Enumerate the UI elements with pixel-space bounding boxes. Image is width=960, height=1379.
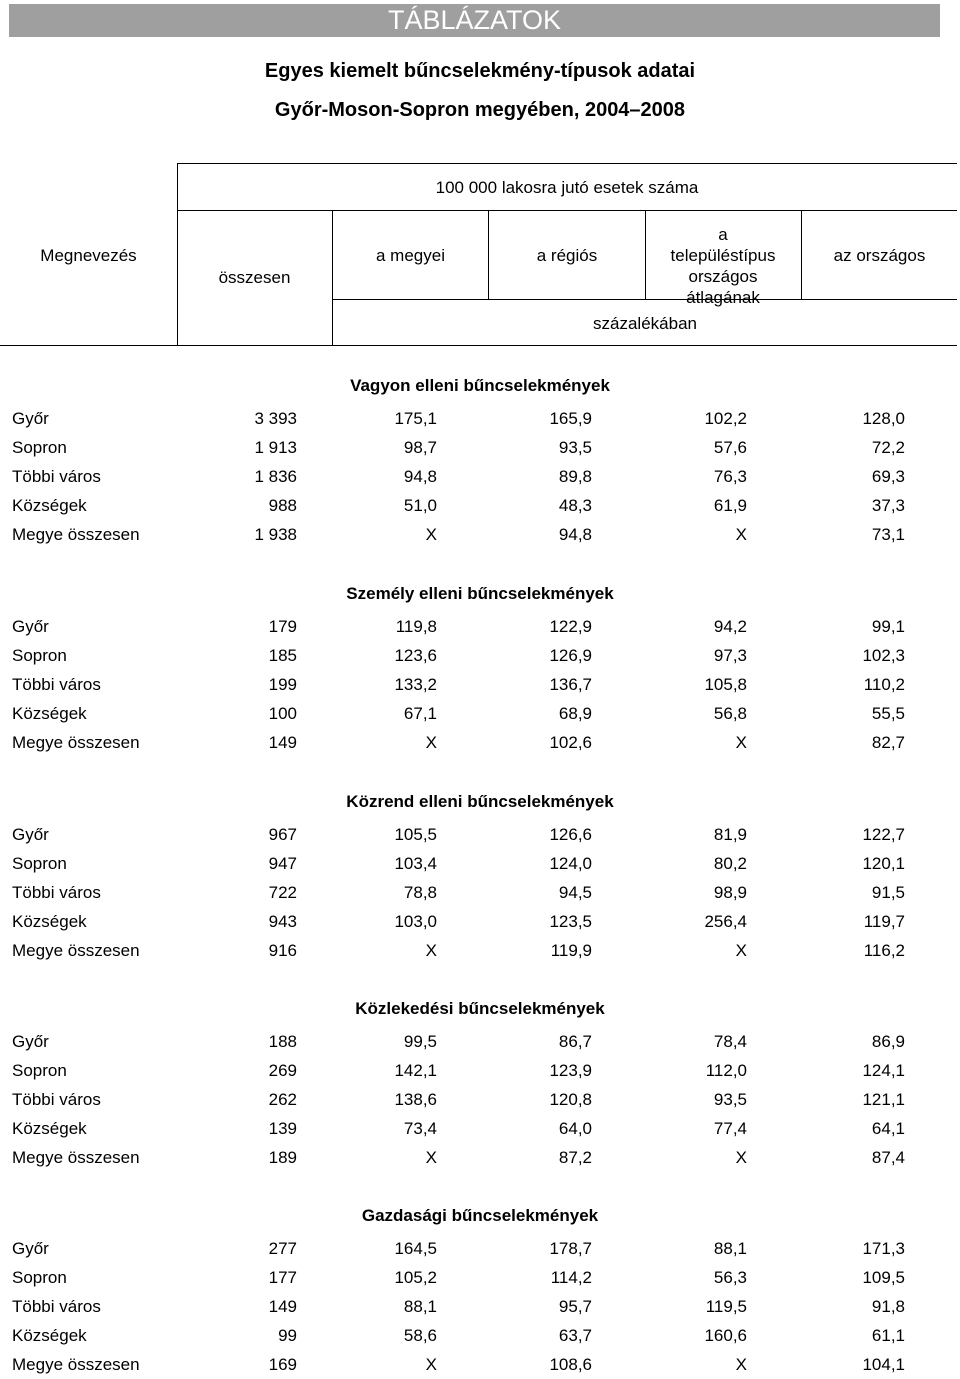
table-cell: X — [735, 525, 747, 544]
table-row — [0, 1027, 960, 1056]
table-row — [0, 641, 960, 670]
table-cell: 88,1 — [403, 1297, 437, 1316]
section-title: Személy elleni bűncselekmények — [346, 584, 614, 603]
table-cell: 277 — [268, 1239, 297, 1258]
row-label: Győr — [12, 1239, 49, 1258]
table-cell: 102,2 — [704, 409, 747, 428]
table-cell: 124,1 — [862, 1061, 905, 1080]
table-cell: 78,4 — [713, 1032, 747, 1051]
table-cell: 104,1 — [862, 1355, 905, 1374]
row-label: Községek — [12, 496, 87, 515]
table-cell: 916 — [268, 941, 297, 960]
table-cell: 98,9 — [713, 883, 747, 902]
section-title: Közrend elleni bűncselekmények — [346, 792, 614, 811]
table-cell: 89,8 — [558, 467, 592, 486]
table-cell: 64,0 — [558, 1119, 592, 1138]
table-row — [0, 1143, 960, 1172]
header-bottom-line — [0, 345, 957, 346]
table-cell: 57,6 — [713, 438, 747, 457]
row-label: Községek — [12, 912, 87, 931]
table-cell: 967 — [268, 825, 297, 844]
row-label: Községek — [12, 1119, 87, 1138]
table-cell: X — [425, 1355, 437, 1374]
table-cell: 171,3 — [862, 1239, 905, 1258]
table-cell: 108,6 — [549, 1355, 592, 1374]
table-cell: X — [425, 733, 437, 752]
table-cell: 179 — [268, 617, 297, 636]
table-cell: 149 — [268, 733, 297, 752]
table-cell: 95,7 — [558, 1297, 592, 1316]
table-row — [0, 1056, 960, 1085]
table-cell: 94,8 — [558, 525, 592, 544]
header-county: a megyei — [376, 246, 445, 265]
table-row — [0, 728, 960, 757]
row-label: Győr — [12, 1032, 49, 1051]
table-cell: 61,9 — [713, 496, 747, 515]
table-cell: 105,5 — [394, 825, 437, 844]
table-cell: 99,1 — [871, 617, 905, 636]
table-cell: 78,8 — [403, 883, 437, 902]
table-cell: 119,5 — [705, 1297, 747, 1316]
table-title: Egyes kiemelt bűncselekmény-típusok adatai — [264, 60, 696, 82]
table-cell: 126,6 — [549, 825, 592, 844]
table-row — [0, 699, 960, 728]
table-row — [0, 491, 960, 520]
table-cell: 93,5 — [558, 438, 592, 457]
table-cell: 262 — [268, 1090, 297, 1109]
row-label: Sopron — [12, 646, 67, 665]
table-cell: 73,1 — [871, 525, 905, 544]
table-cell: 123,6 — [394, 646, 437, 665]
table-cell: 73,4 — [403, 1119, 437, 1138]
header-national: az országos — [833, 246, 926, 265]
header-vline-3 — [645, 210, 646, 299]
table-cell: 116,2 — [863, 941, 905, 960]
table-cell: 61,1 — [871, 1326, 905, 1345]
row-label: Többi város — [12, 883, 101, 902]
table-cell: X — [735, 941, 747, 960]
row-label: Sopron — [12, 854, 67, 873]
table-cell: 269 — [268, 1061, 297, 1080]
table-cell: 55,5 — [871, 704, 905, 723]
table-cell: 69,3 — [871, 467, 905, 486]
table-cell: 102,6 — [549, 733, 592, 752]
table-subtitle: Győr-Moson-Sopron megyében, 2004–2008 — [274, 99, 686, 121]
row-label: Megye összesen — [12, 733, 140, 752]
table-cell: 947 — [268, 854, 297, 873]
table-cell: X — [425, 525, 437, 544]
table-cell: 123,5 — [549, 912, 592, 931]
table-row — [0, 907, 960, 936]
table-cell: 94,8 — [403, 467, 437, 486]
row-label: Többi város — [12, 675, 101, 694]
row-label: Községek — [12, 704, 87, 723]
table-cell: 1 913 — [254, 438, 297, 457]
table-cell: 103,0 — [394, 912, 437, 931]
table-cell: 67,1 — [403, 704, 437, 723]
row-label: Megye összesen — [12, 1355, 140, 1374]
table-header — [0, 163, 960, 346]
table-cell: 110,2 — [863, 675, 905, 694]
table-cell: 175,1 — [394, 409, 437, 428]
table-cell: 51,0 — [403, 496, 437, 515]
row-label: Sopron — [12, 438, 67, 457]
table-cell: 48,3 — [558, 496, 592, 515]
section-title: Vagyon elleni bűncselekmények — [350, 376, 610, 395]
table-cell: 56,8 — [713, 704, 747, 723]
table-cell: 93,5 — [713, 1090, 747, 1109]
table-row — [0, 612, 960, 641]
table-cell: 988 — [268, 496, 297, 515]
table-cell: 56,3 — [713, 1268, 747, 1287]
table-cell: 164,5 — [394, 1239, 437, 1258]
table-cell: 91,5 — [871, 883, 905, 902]
table-cell: 97,3 — [713, 646, 747, 665]
table-cell: 120,1 — [862, 854, 905, 873]
table-cell: 103,4 — [394, 854, 437, 873]
table-cell: 94,5 — [558, 883, 592, 902]
row-label: Sopron — [12, 1268, 67, 1287]
table-cell: 100 — [268, 704, 297, 723]
table-cell: 128,0 — [862, 409, 905, 428]
table-cell: 102,3 — [862, 646, 905, 665]
table-row — [0, 1350, 960, 1379]
row-label: Sopron — [12, 1061, 67, 1080]
table-cell: 199 — [268, 675, 297, 694]
table-cell: 169 — [268, 1355, 297, 1374]
table-row — [0, 878, 960, 907]
table-cell: 121,1 — [862, 1090, 905, 1109]
header-total: összesen — [218, 268, 291, 287]
table-row — [0, 404, 960, 433]
table-row — [0, 1321, 960, 1350]
table-cell: 165,9 — [549, 409, 592, 428]
table-cell: 64,1 — [871, 1119, 905, 1138]
table-cell: 119,9 — [550, 941, 592, 960]
table-cell: 3 393 — [254, 409, 297, 428]
table-cell: 82,7 — [871, 733, 905, 752]
header-mid-line — [177, 210, 957, 211]
table-cell: 138,6 — [394, 1090, 437, 1109]
table-cell: 114,2 — [550, 1268, 592, 1287]
table-cell: 149 — [268, 1297, 297, 1316]
header-name: Megnevezés — [40, 246, 137, 265]
table-cell: X — [735, 733, 747, 752]
table-cell: 943 — [268, 912, 297, 931]
table-row — [0, 1234, 960, 1263]
table-cell: 722 — [268, 883, 297, 902]
table-cell: 119,7 — [863, 912, 905, 931]
table-cell: 185 — [268, 646, 297, 665]
row-label: Megye összesen — [12, 525, 140, 544]
table-row — [0, 1114, 960, 1143]
table-cell: 133,2 — [394, 675, 437, 694]
table-cell: 88,1 — [713, 1239, 747, 1258]
table-cell: 124,0 — [549, 854, 592, 873]
table-cell: 105,2 — [394, 1268, 437, 1287]
table-row — [0, 1263, 960, 1292]
table-cell: 122,9 — [549, 617, 592, 636]
table-cell: 99 — [278, 1326, 297, 1345]
table-cell: 177 — [268, 1268, 297, 1287]
table-cell: X — [425, 941, 437, 960]
table-cell: 142,1 — [394, 1061, 437, 1080]
row-label: Győr — [12, 825, 49, 844]
table-row — [0, 520, 960, 549]
table-cell: 105,8 — [704, 675, 747, 694]
header-group: 100 000 lakosra jutó esetek száma — [435, 178, 699, 197]
table-cell: 123,9 — [549, 1061, 592, 1080]
table-cell: 188 — [268, 1032, 297, 1051]
row-label: Megye összesen — [12, 941, 140, 960]
table-row — [0, 462, 960, 491]
table-row — [0, 433, 960, 462]
table-cell: 160,6 — [704, 1326, 747, 1345]
section-title: Közlekedési bűncselekmények — [355, 999, 605, 1018]
table-cell: 81,9 — [713, 825, 747, 844]
table-cell: 112,0 — [705, 1061, 747, 1080]
table-cell: 256,4 — [704, 912, 747, 931]
table-cell: 1 836 — [254, 467, 297, 486]
table-cell: 80,2 — [713, 854, 747, 873]
row-label: Győr — [12, 617, 49, 636]
table-cell: 63,7 — [558, 1326, 592, 1345]
table-cell: 178,7 — [549, 1239, 592, 1258]
section-title: Gazdasági bűncselekmények — [361, 1206, 599, 1225]
table-cell: 87,2 — [558, 1148, 592, 1167]
table-cell: 98,7 — [403, 438, 437, 457]
table-cell: 37,3 — [871, 496, 905, 515]
table-cell: 72,2 — [871, 438, 905, 457]
row-label: Községek — [12, 1326, 87, 1345]
table-cell: 86,7 — [558, 1032, 592, 1051]
table-cell: 139 — [268, 1119, 297, 1138]
table-cell: X — [735, 1355, 747, 1374]
table-row — [0, 936, 960, 965]
row-label: Többi város — [12, 467, 101, 486]
table-cell: 109,5 — [862, 1268, 905, 1287]
table-row — [0, 1085, 960, 1114]
table-cell: 126,9 — [549, 646, 592, 665]
table-cell: 136,7 — [549, 675, 592, 694]
table-cell: X — [735, 1148, 747, 1167]
table-cell: 58,6 — [403, 1326, 437, 1345]
table-row — [0, 670, 960, 699]
banner: TÁBLÁZATOK — [9, 4, 940, 37]
table-row — [0, 1292, 960, 1321]
table-cell: 87,4 — [871, 1148, 905, 1167]
table-cell: 77,4 — [713, 1119, 747, 1138]
row-label: Többi város — [12, 1297, 101, 1316]
table-cell: 120,8 — [549, 1090, 592, 1109]
table-cell: 76,3 — [713, 467, 747, 486]
row-label: Megye összesen — [12, 1148, 140, 1167]
table-cell: 86,9 — [871, 1032, 905, 1051]
table-cell: 91,8 — [871, 1297, 905, 1316]
table-cell: X — [425, 1148, 437, 1167]
table-cell: 68,9 — [558, 704, 592, 723]
header-percent-line — [332, 299, 957, 300]
table-cell: 99,5 — [403, 1032, 437, 1051]
header-top-line — [177, 163, 957, 164]
table-cell: 1 938 — [254, 525, 297, 544]
table-cell: 189 — [268, 1148, 297, 1167]
table-cell: 94,2 — [713, 617, 747, 636]
header-region: a régiós — [536, 246, 598, 265]
row-label: Többi város — [12, 1090, 101, 1109]
table-cell: 122,7 — [862, 825, 905, 844]
header-settlement: a településtípus országos átlagának — [670, 225, 776, 307]
table-row — [0, 820, 960, 849]
table-cell: 119,8 — [395, 617, 437, 636]
table-row — [0, 849, 960, 878]
header-percent: százalékában — [593, 314, 697, 333]
row-label: Győr — [12, 409, 49, 428]
